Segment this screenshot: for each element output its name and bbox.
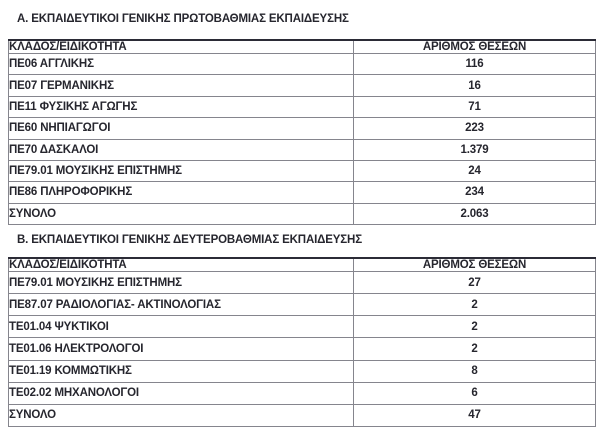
column-header-specialty: ΚΛΑΔΟΣ/ΕΙΔΙΚΟΤΗΤΑ — [9, 40, 354, 54]
section-a-title: Α. ΕΚΠΑΙΔΕΥΤΙΚΟΙ ΓΕΝΙΚΗΣ ΠΡΩΤΟΒΑΘΜΙΑΣ ΕΚΠΑΙΔΕΥΣΗΣ — [17, 13, 349, 25]
specialty-cell: ΣΥΝΟΛΟ — [9, 203, 354, 224]
positions-cell: 1.379 — [354, 139, 596, 160]
section-b-title: Β. ΕΚΠΑΙΔΕΥΤΙΚΟΙ ΓΕΝΙΚΗΣ ΔΕΥΤΕΡΟΒΑΘΜΙΑΣ ΕΚΠΑΙΔΕΥΣΗΣ — [17, 234, 362, 246]
table-row — [9, 75, 596, 96]
positions-cell: 116 — [354, 54, 596, 75]
table-row — [9, 360, 596, 382]
table-row — [9, 139, 596, 160]
table-row — [9, 404, 596, 426]
table-row — [9, 316, 596, 338]
specialty-cell: ΠΕ60 ΝΗΠΙΑΓΩΓΟΙ — [9, 118, 354, 139]
secondary-education-table — [8, 257, 596, 427]
specialty-cell: ΣΥΝΟΛΟ — [9, 404, 354, 426]
positions-cell: 24 — [354, 160, 596, 181]
specialty-cell: ΠΕ79.01 ΜΟΥΣΙΚΗΣ ΕΠΙΣΤΗΜΗΣ — [9, 272, 354, 294]
positions-cell: 27 — [354, 272, 596, 294]
specialty-cell: ΠΕ79.01 ΜΟΥΣΙΚΗΣ ΕΠΙΣΤΗΜΗΣ — [9, 160, 354, 181]
specialty-cell: ΠΕ70 ΔΑΣΚΑΛΟΙ — [9, 139, 354, 160]
positions-cell: 2 — [354, 316, 596, 338]
specialty-cell: ΤΕ02.02 ΜΗΧΑΝΟΛΟΓΟΙ — [9, 382, 354, 404]
positions-cell: 2 — [354, 338, 596, 360]
table-row — [9, 203, 596, 224]
positions-cell: 2.063 — [354, 203, 596, 224]
primary-education-table — [8, 39, 596, 225]
table-row — [9, 182, 596, 203]
specialty-cell: ΠΕ06 ΑΓΓΛΙΚΗΣ — [9, 54, 354, 75]
table-row — [9, 96, 596, 117]
column-header-specialty: ΚΛΑΔΟΣ/ΕΙΔΙΚΟΤΗΤΑ — [9, 258, 354, 272]
column-header-positions: ΑΡΙΘΜΟΣ ΘΕΣΕΩΝ — [354, 258, 596, 272]
positions-cell: 234 — [354, 182, 596, 203]
specialty-cell: ΠΕ07 ΓΕΡΜΑΝΙΚΗΣ — [9, 75, 354, 96]
positions-cell: 6 — [354, 382, 596, 404]
table-row — [9, 160, 596, 181]
specialty-cell: ΤΕ01.04 ΨΥΚΤΙΚΟΙ — [9, 316, 354, 338]
positions-cell: 223 — [354, 118, 596, 139]
table-header-row — [9, 258, 596, 272]
specialty-cell: ΤΕ01.06 ΗΛΕΚΤΡΟΛΟΓΟΙ — [9, 338, 354, 360]
specialty-cell: ΠΕ86 ΠΛΗΡΟΦΟΡΙΚΗΣ — [9, 182, 354, 203]
table-row — [9, 294, 596, 316]
positions-cell: 71 — [354, 96, 596, 117]
positions-cell: 8 — [354, 360, 596, 382]
column-header-positions: ΑΡΙΘΜΟΣ ΘΕΣΕΩΝ — [354, 40, 596, 54]
specialty-cell: ΤΕ01.19 ΚΟΜΜΩΤΙΚΗΣ — [9, 360, 354, 382]
table-row — [9, 54, 596, 75]
table-header-row — [9, 40, 596, 54]
positions-cell: 16 — [354, 75, 596, 96]
positions-cell: 2 — [354, 294, 596, 316]
table-row — [9, 118, 596, 139]
specialty-cell: ΠΕ11 ΦΥΣΙΚΗΣ ΑΓΩΓΗΣ — [9, 96, 354, 117]
table-row — [9, 272, 596, 294]
table-row — [9, 338, 596, 360]
table-row — [9, 382, 596, 404]
positions-cell: 47 — [354, 404, 596, 426]
specialty-cell: ΠΕ87.07 ΡΑΔΙΟΛΟΓΙΑΣ- ΑΚΤΙΝΟΛΟΓΙΑΣ — [9, 294, 354, 316]
